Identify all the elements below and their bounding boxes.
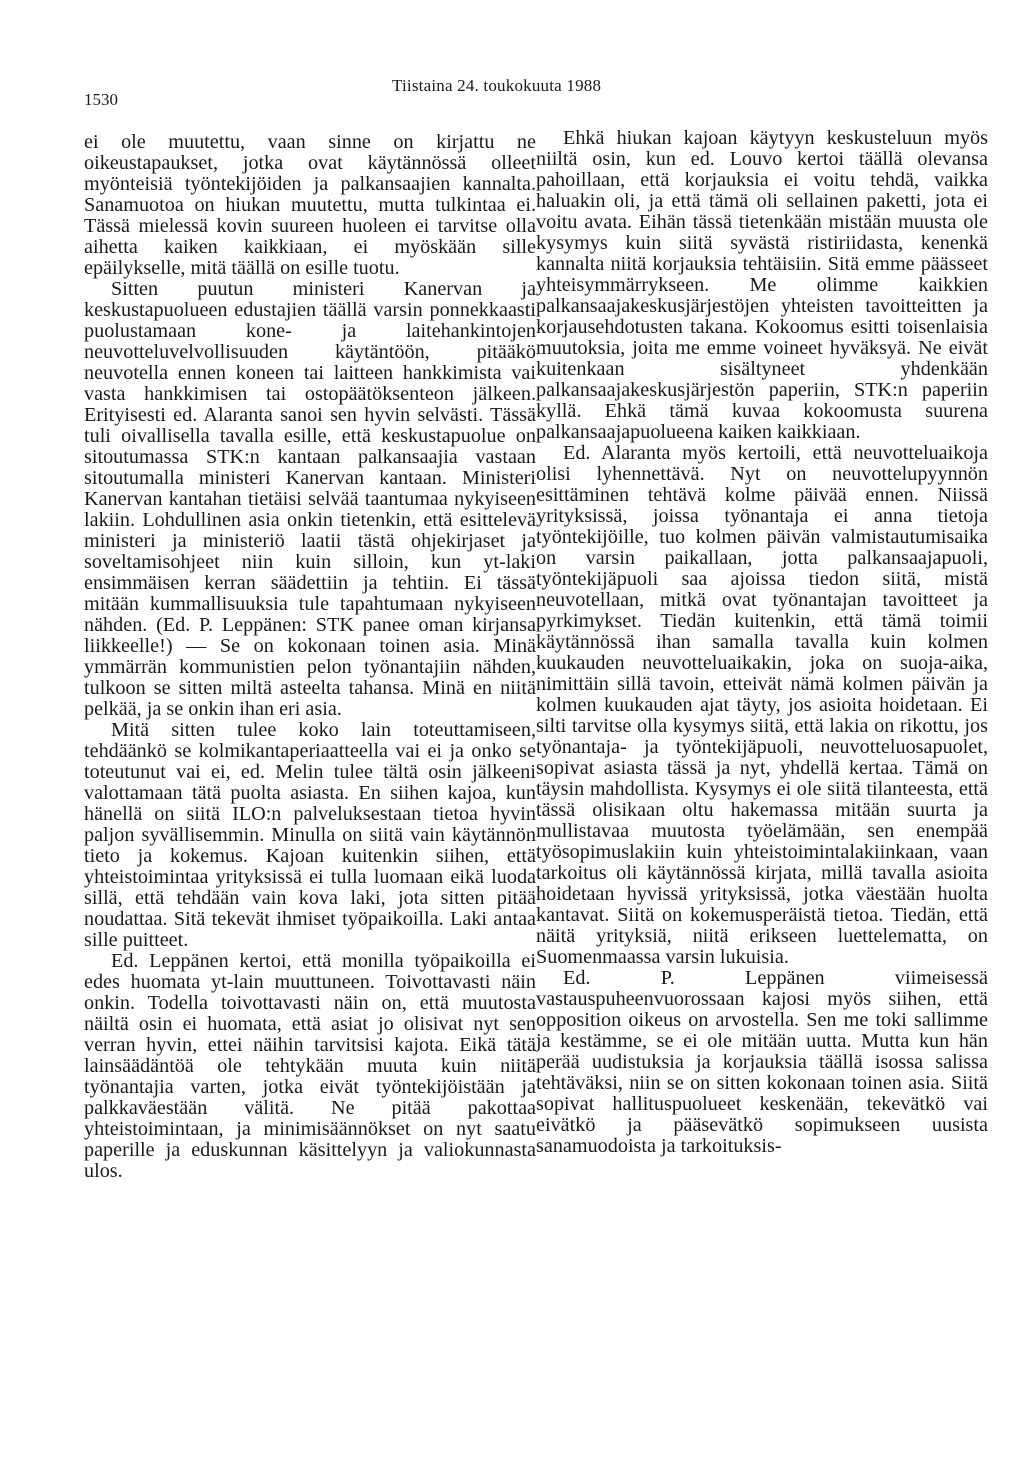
left-paragraph-1: ei ole muutettu, vaan sinne on kirjattu ne oikeustapaukset, jotka ovat käytännössä olleet myönteisiä työntekijöiden ja palkansaajien kannalta. Sanamuotoa on hiukan muutettu, mutta tulkintaa ei. Tässä mielessä kovin suureen huoleen ei tarvitse olla aihetta kaiken kaikkiaan, ei myöskään sille epäilykselle, mitä täällä on esille tuotu.	[84, 131, 536, 279]
right-paragraph-3: Ed. P. Leppänen viimeisessä vastauspuheenvuorossaan kajosi myös siihen, että opposition oikeus on arvostella. Sen me toki sallimme ja kestämme, se ei ole mitään uutta. Mutta kun hän perää uudistuksia ja korjauksia täällä isossa salissa tehtäväksi, niin se on sitten kokonaan toinen asia. Siitä sopivat hallituspuolueet keskenään, tekevätkö vai eivätkö ja pääsevätkö sopimukseen uusista sanamuodoista ja tarkoituksis-	[536, 967, 988, 1157]
left-paragraph-2: Sitten puutun ministeri Kanervan ja keskustapuolueen edustajien täällä varsin ponnekkaasti puolustamaan kone- ja laitehankintojen neuvotteluvelvollisuuden käytäntöön, pitääkö neuvotella ennen koneen tai laitteen hankkimista vai vasta hankkimisen tai ostopäätöksenteon jälkeen. Erityisesti ed. Alaranta sanoi sen hyvin selvästi. Tässä tuli oivallisella tavalla esille, että keskustapuolue on sitoutumassa STK:n kantaan palkansaajia vastaan sitoutumalla ministeri Kanervan kantaan. Ministeri Kanervan kantahan tietäisi selvää taantumaa nykyiseen lakiin. Lohdullinen asia onkin tietenkin, että esittelevä ministeri ja ministeriö laatii tästä ohjekirjaset ja soveltamisohjeet niin kuin silloin, kun yt-laki ensimmäisen kerran säädettiin ja tehtiin. Ei tässä mitään kummallisuuksia tule tapahtumaan nykyiseen nähden. (Ed. P. Leppänen: STK panee oman kirjansa liikkeelle!) — Se on kokonaan toinen asia. Minä ymmärrän kommunistien pelon työnantajiin nähden, tulkoon se sitten miltä asteelta tahansa. Minä en niitä pelkää, ja se onkin ihan eri asia.	[84, 278, 536, 720]
right-paragraph-2: Ed. Alaranta myös kertoili, että neuvotteluaikoja olisi lyhennettävä. Nyt on neuvottelupyynnön esittäminen tehtävä kolme päivää ennen. Niissä yrityksissä, joissa työnantaja ei anna tietoja työntekijöille, tuo kolmen päivän valmistautumisaika on varsin paikallaan, jotta palkansaajapuoli, työntekijäpuoli saa ajoissa tiedon siitä, mistä neuvotellaan, mitkä ovat työnantajan tavoitteet ja pyrkimykset. Tiedän kuitenkin, että tämä toimii käytännössä ihan samalla tavalla kuin kolmen kuukauden neuvotteluaikakin, joka on suoja-aika, nimittäin sillä tavoin, etteivät nämä kolmen päivän ja kolmen kuukauden ajat täyty, jos asioita hoidetaan. Ei silti tarvitse olla kysymys siitä, että lakia on rikottu, jos työnantaja- ja työntekijäpuoli, neuvotteluosapuolet, sopivat asiasta tässä ja nyt, yhdellä kertaa. Tämä on täysin mahdollista. Kysymys ei ole siitä tilanteesta, että tässä olisikaan oltu hakemassa mitään suurta ja mullistavaa muutosta työelämään, sen enempää työsopimuslakiin kuin yhteistoimintalakiinkaan, vaan tarkoitus oli käytännössä kirjata, millä tavalla asioita hoidetaan hyvissä yrityksissä, jotka väestään huolta kantavat. Siitä on kokemusperäistä tietoa. Tiedän, että näitä yrityksiä, niitä erikseen luettelematta, on Suomenmaassa varsin lukuisia.	[536, 442, 988, 968]
left-column	[84, 132, 536, 1182]
left-paragraph-3: Mitä sitten tulee koko lain toteuttamiseen, tehdäänkö se kolmikantaperiaatteella vai ei ja onko se toteutunut vai ei, ed. Melin tulee tältä osin jälkeeni valottamaan tätä puolta asiasta. En siihen kajoa, kun hänellä on siitä ILO:n palveluksestaan tietoa hyvin paljon syvällisemmin. Minulla on siitä vain käytännön tieto ja kokemus. Kajoan kuitenkin siihen, että yhteistoimintaa yrityksissä ei tulla luomaan eikä luoda sillä, että tehdään vain kova laki, jota sitten pitää noudattaa. Sitä tekevät ihmiset työpaikoilla. Laki antaa sille puitteet.	[84, 719, 536, 951]
right-column	[536, 128, 988, 1157]
page-number: 1530	[84, 90, 118, 109]
page-header-title: Tiistaina 24. toukokuuta 1988	[392, 76, 602, 95]
right-paragraph-1: Ehkä hiukan kajoan käytyyn keskusteluun myös niiltä osin, kun ed. Louvo kertoi täällä olevansa pahoillaan, että korjauksia ei voitu tehdä, vaikka haluakin oli, ja että tämä oli sellainen paketti, jota ei voitu avata. Eihän tässä tietenkään mistään muusta ole kysymys kuin siitä syvästä ristiriidasta, kenenkä kannalta niitä korjauksia tehtäisiin. Sitä emme päässeet yhteisymmärrykseen. Me olimme kaikkien palkansaajakeskusjärjestöjen yhteisten tavoitteitten ja korjausehdotusten takana. Kokoomus esitti toisenlaisia muutoksia, joita me emme voineet hyväksyä. Ne eivät kuitenkaan sisältyneet yhdenkään palkansaajakeskusjärjestön paperiin, STK:n paperiin kyllä. Ehkä tämä kuvaa kokoomusta suurena palkansaajapuolueena kaiken kaikkiaan.	[536, 127, 988, 443]
left-paragraph-4: Ed. Leppänen kertoi, että monilla työpaikoilla ei edes huomata yt-lain muuttuneen. Toivottavasti näin onkin. Todella toivottavasti näin on, että muutosta näiltä osin ei huomata, että asiat jo olisivat nyt sen verran hyvin, ettei näihin tarvitsisi kajota. Eikä tätä lainsäädäntöä ole tehtykään muuta kuin niitä työnantajia varten, jotka eivät työntekijöistään ja palkkaväestään välitä. Ne pitää pakottaa yhteistoimintaan, ja minimisäännökset on nyt saatu paperille ja eduskunnan käsittelyyn ja valiokunnasta ulos.	[84, 950, 536, 1182]
